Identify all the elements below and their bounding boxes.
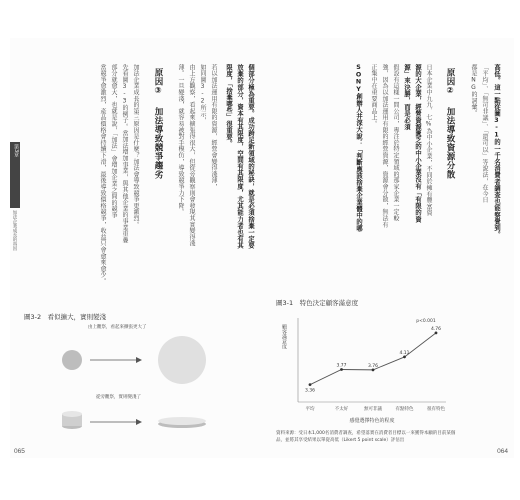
figure-3-2-caption: 圖3-2 看似擴大，實則變淺 — [24, 313, 107, 321]
right-text-col-2: 「平均」、「無可非議」、「還可以」等說法，在今日 — [481, 64, 488, 204]
chart-data-label-4: 4.76 — [430, 326, 442, 332]
chart-x-tick-1: 不太好 — [334, 407, 349, 412]
right-page — [262, 38, 514, 458]
right-text-col-3: 都是NG的詞彙。 — [470, 64, 477, 117]
arrow-bottom-head — [136, 419, 142, 425]
right-text-col-7: 假設有這樣一間公司，專注於特定領域的那家企業一定較 — [392, 64, 399, 222]
left-page — [10, 38, 263, 458]
chart-x-tick-4: 很有特色 — [427, 407, 445, 412]
chart-series-line — [310, 333, 436, 385]
left-text-col-9: 先看圖3-3的例子。當加法增加事業，與其他企業的事業重疊 — [121, 64, 128, 244]
left-text-col-6: 由上方觀察，看起來擴張得很大，但從旁觀察則會發現其實變得淺 — [188, 64, 195, 247]
left-section-heading: 原因③ 加法導致競爭趨劣 — [153, 68, 163, 179]
left-page-number: 065 — [14, 448, 25, 455]
right-text-col-1: 高低。這一點從圖3-1的一千名消費者調查也能察覺到。 — [493, 64, 500, 238]
left-text-col-7: 薄。一旦變淺，就容易被對手模仿，導致競爭力下降。 — [177, 64, 184, 216]
right-section-heading: 原因② 加法導致資源分散 — [445, 68, 455, 179]
chapter-tab-label: 第3章 — [13, 144, 19, 158]
chart-footnote-1: 資料來源：受日本1,000名消費者調查，希望落實在消費者目標以一來獲得本顧的目前某個 — [276, 431, 456, 436]
satisfaction-chart — [276, 310, 456, 426]
left-text-col-8: 加法企業成長的第三原因是什麼？加法會導致競爭更激烈。 — [132, 64, 139, 228]
small-disc-side-cap — [62, 411, 82, 417]
chart-point-4 — [435, 331, 438, 334]
chart-footnote-2: 品，並將其享受結果以單從高低（Likert 5 point scale）評估出 — [276, 438, 405, 443]
arrow-top-head — [136, 357, 142, 363]
left-text-col-3: 限度，「捨棄哪些」很重要。 — [225, 64, 232, 147]
chart-y-label: 顧客滿意度 — [281, 324, 287, 349]
left-text-col-1: 個部分極為重要。成功跨足新領域的秘訣，就是必須捨棄一定要 — [247, 64, 254, 249]
chart-data-label-0: 3.36 — [304, 388, 316, 394]
right-text-col-8: 強，因為以加法運用有限的經營資源，資源會分散，無法有 — [381, 64, 388, 228]
chapter-tab-subtitle: 加法企業成長的真因 — [12, 210, 17, 251]
right-text-col-4: 日本企業中九九．七%為中小企業，不同於擁有豐富資 — [425, 64, 432, 217]
flat-disc-side-top — [158, 417, 206, 425]
chart-x-tick-2: 無可非議 — [364, 407, 382, 412]
chart-point-1 — [340, 368, 343, 371]
chart-x-label: 感覺選擇特色的程度 — [349, 418, 395, 424]
chart-point-3 — [403, 356, 406, 359]
chart-point-0 — [309, 383, 312, 386]
left-text-col-11: 當競爭愈激烈，產品價格會持續下滑，最後導致價格競爭，收益只會愈來愈少。 — [99, 64, 106, 285]
chart-data-label-3: 4.11 — [399, 350, 410, 356]
left-text-col-2: 放棄的部分，資本有其限度，空間有其限度，尤其能力者也有其 — [236, 64, 243, 249]
large-circle-top — [158, 336, 206, 384]
chart-x-tick-0: 平均 — [305, 407, 315, 412]
chart-data-label-2: 3.76 — [367, 363, 379, 369]
left-text-col-5: 如同圖3-2所示， — [199, 64, 206, 124]
side-view-label: 從旁觀察，實則變淺了 — [96, 395, 141, 400]
chart-significance-note: p<0.001 — [416, 319, 436, 324]
top-view-label: 由上觀察，看起來擴張更大了 — [88, 325, 147, 330]
left-text-col-10: 部分就愈大，也就是說，「加法」會增加企業之間的競爭 — [110, 64, 117, 219]
right-text-col-6: 源」來決勝，而是必須 — [403, 64, 410, 130]
right-text-col-5: 源的大企業，經營資源匱乏的中小企業沒有「有限的資 — [414, 64, 421, 223]
left-text-col-4: 若以加法運用有限的資源，經營會變得淺薄， — [210, 64, 217, 190]
right-text-col-9: 正集中在重要商品上。 — [370, 64, 377, 127]
chart-data-label-1: 3.77 — [336, 363, 347, 369]
right-page-number: 064 — [497, 448, 508, 455]
chart-x-tick-3: 有點特色 — [395, 407, 414, 412]
small-circle-top — [62, 350, 82, 370]
right-text-col-10: SONY創辦人井深大說：「判斷應該捨棄企業體中的哪 — [355, 64, 362, 232]
figure-3-1-caption: 圖3-1 特色決定顧客滿意度 — [276, 299, 359, 307]
figure-3-2-diagram — [30, 334, 230, 444]
chart-point-2 — [372, 368, 375, 371]
